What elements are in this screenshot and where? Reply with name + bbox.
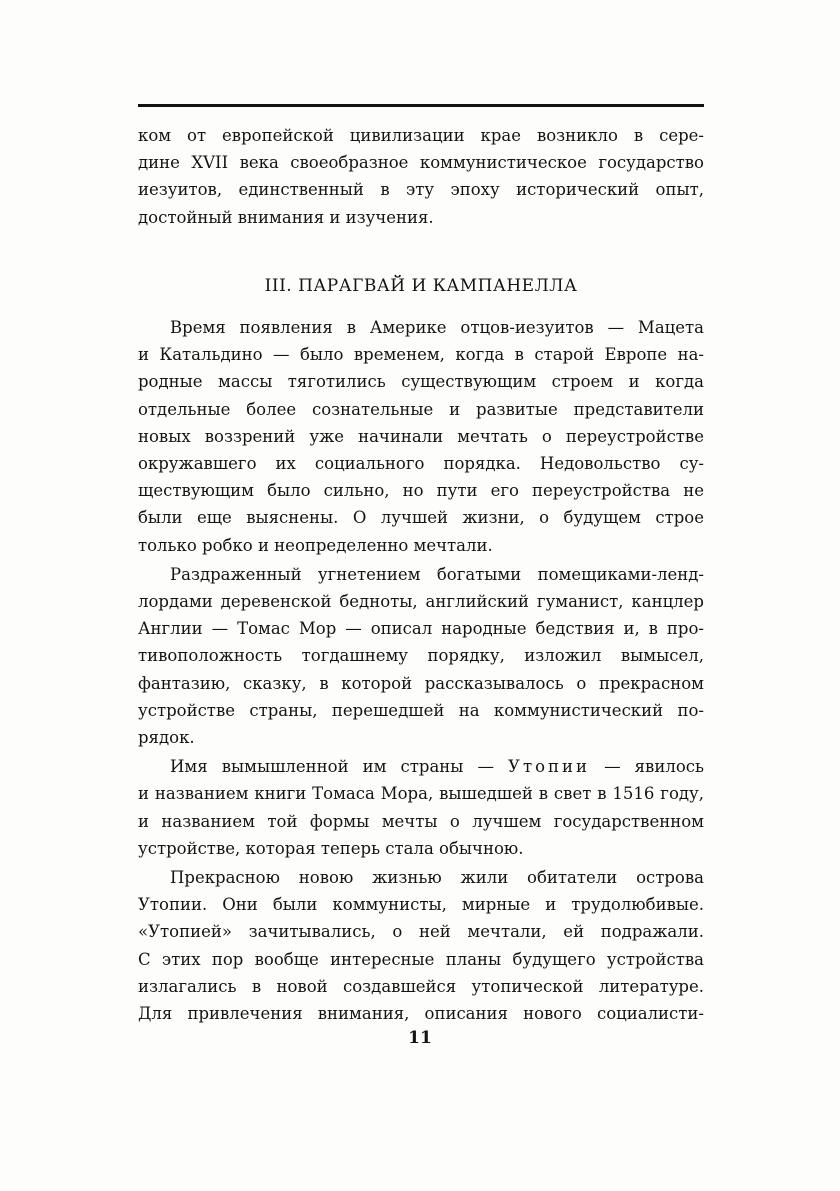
text-line: Для привлечения внимания, описания нового социалисти- <box>138 1004 704 1024</box>
text-line: Прекрасною новою жизнью жили обитатели острова <box>170 868 704 888</box>
continuation-paragraph <box>138 122 704 231</box>
page-number: 11 <box>408 1028 432 1048</box>
text-line: устройстве страны, перешедшей на коммунистический по- <box>138 700 704 720</box>
text-line: новых воззрений уже начинали мечтать о переустройстве <box>138 426 704 446</box>
text-fragment: — явилось <box>604 757 704 777</box>
paragraph-3 <box>138 753 704 862</box>
text-line: Раздраженный угнетением богатыми помещиками-ленд- <box>170 564 704 584</box>
text-line: дине XVII века своеобразное коммунистическое государство <box>138 153 704 173</box>
header-rule <box>138 104 704 107</box>
text-line: отдельные более сознательные и развитые представители <box>138 399 704 419</box>
text-line: излагались в новой создавшейся утопической литературе. <box>138 976 704 996</box>
text-line: ществующим было сильно, но пути его переустройства не <box>138 481 704 501</box>
text-line: рядок. <box>138 728 195 748</box>
text-line: иезуитов, единственный в эту эпоху исторический опыт, <box>138 180 704 200</box>
text-line: и Катальдино — было временем, когда в старой Европе на- <box>138 345 704 365</box>
spaced-word: Утопии <box>508 757 591 777</box>
text-line: устройстве, которая теперь стала обычною. <box>138 838 524 858</box>
text-line: лордами деревенской бедноты, английский гуманист, канцлер <box>138 592 704 612</box>
text-line: ком от европейской цивилизации крае возникло в сере- <box>138 126 704 145</box>
text-line: и названием книги Томаса Мора, вышедшей в свет в 1516 году, <box>138 784 704 804</box>
paragraph-4 <box>138 864 704 1027</box>
text-line: «Утопией» зачитывались, о ней мечтали, ей подражали. <box>138 922 704 942</box>
text-line: фантазию, сказку, в которой рассказывалось о прекрасном <box>138 673 704 693</box>
text-line: только робко и неопределенно мечтали. <box>138 535 493 555</box>
text-line: достойный внимания и изучения. <box>138 207 434 227</box>
text-line: Время появления в Америке отцов-иезуитов — Мацета <box>170 318 704 337</box>
section-title: III. ПАРАГВАЙ И КАМПАНЕЛЛА <box>264 276 578 296</box>
text-fragment: Имя вымышленной им страны — <box>170 757 494 777</box>
text-line: и названием той формы мечты о лучшем государственном <box>138 811 704 831</box>
text-line: родные массы тяготились существующим строем и когда <box>138 372 704 392</box>
paragraph-2 <box>138 561 704 751</box>
text-line: окружавшего их социального порядка. Недовольство су- <box>138 454 704 474</box>
text-line: Англии — Томас Мор — описал народные бедствия и, в про- <box>138 619 704 639</box>
text-line: были еще выяснены. О лучшей жизни, о будущем строе <box>138 508 704 528</box>
text-line: С этих пор вообще интересные планы будущего устройства <box>138 949 704 969</box>
text-line: тивоположность тогдашнему порядку, изложил вымысел, <box>138 646 704 666</box>
paragraph-1 <box>138 314 704 559</box>
section-body <box>138 314 704 1027</box>
text-line <box>138 753 704 780</box>
text-line: Утопии. Они были коммунисты, мирные и трудолюбивые. <box>138 895 704 915</box>
